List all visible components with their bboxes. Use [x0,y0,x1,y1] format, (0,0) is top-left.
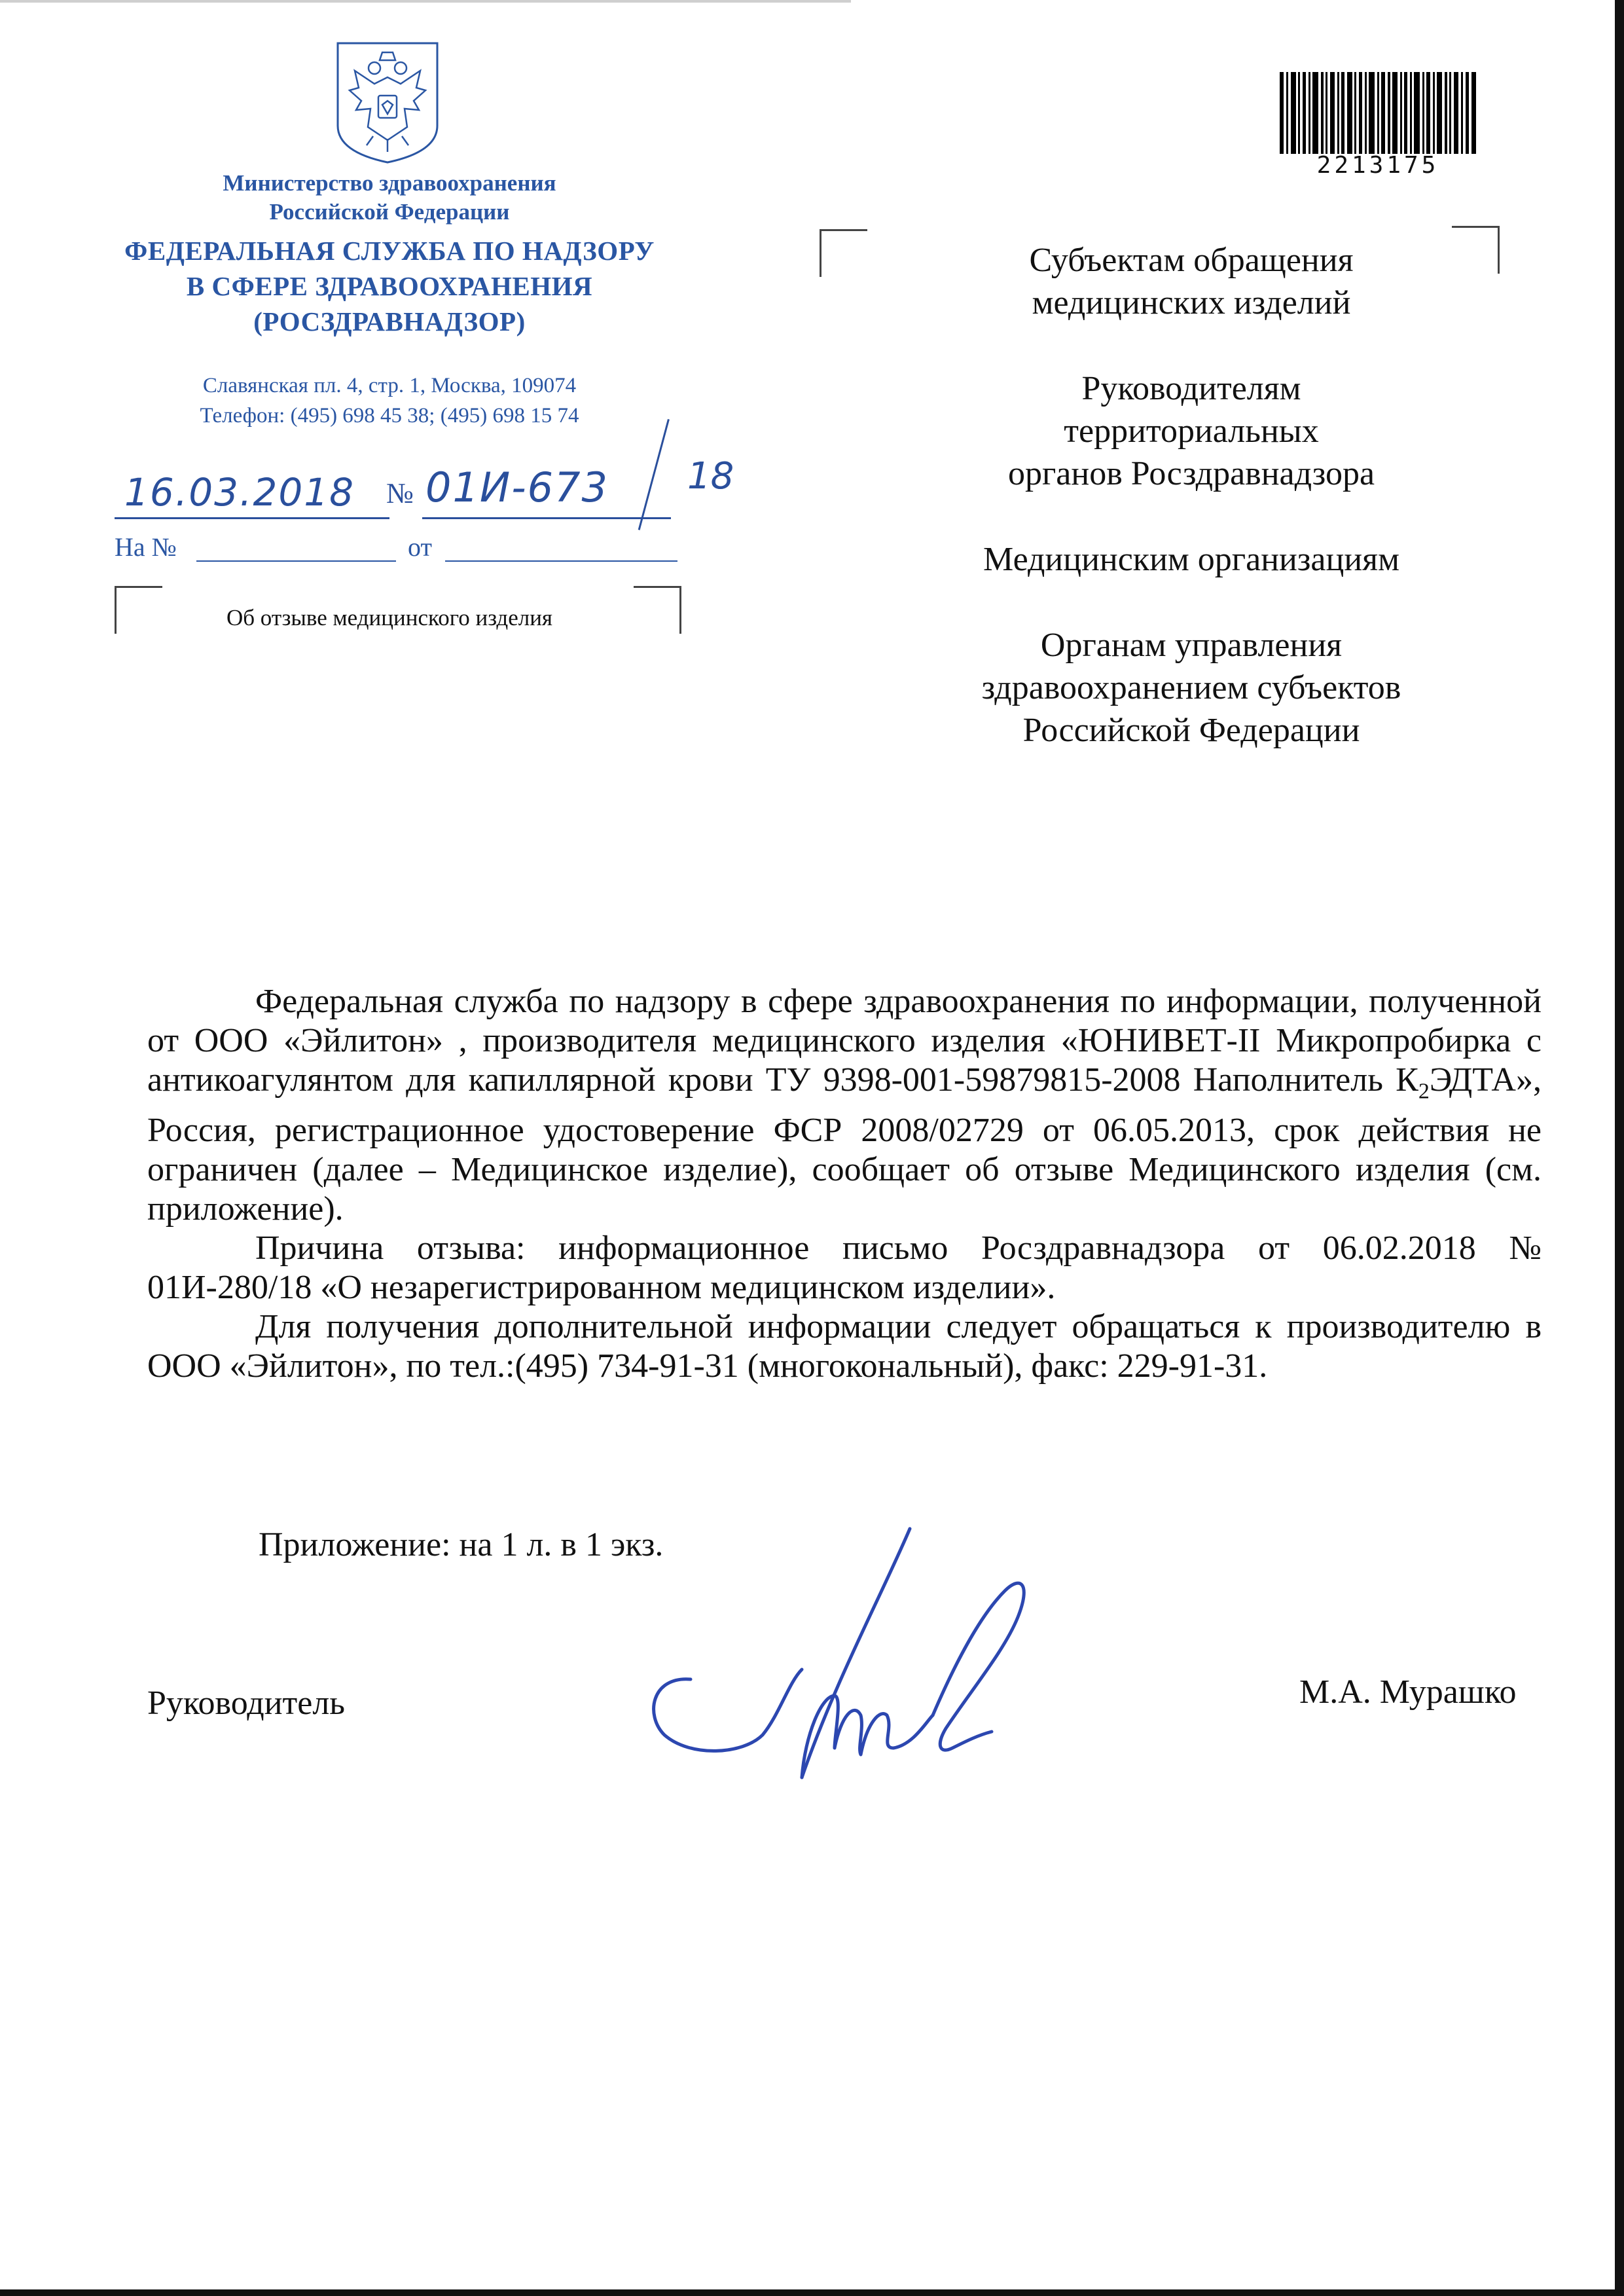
reply-from-label: от [408,532,432,562]
signer-position: Руководитель [147,1685,345,1722]
agency-contacts [105,371,674,431]
addressee-group [910,538,1473,581]
barcode [1280,72,1476,154]
attachment-note: Приложение: на 1 л. в 1 экз. [259,1526,664,1563]
date-underline [115,517,389,519]
agency-line-1: ФЕДЕРАЛЬНАЯ СЛУЖБА ПО НАДЗОРУ [124,236,655,266]
agency-phone: Телефон: (495) 698 45 38; (495) 698 15 74 [200,404,579,428]
agency-name [105,233,674,339]
addressee-corner-left [820,229,867,277]
body-paragraph-1 [147,982,1542,1229]
registration-date: 16.03.2018 [124,470,355,515]
subscript-2: 2 [1418,1079,1430,1104]
body-paragraph-1-part-a: Федеральная служба по надзору в сфере здравоохранения по информации, полученной от ООО «Эйлитон» , производителя медицинского изделия «ЮНИВЕТ-II Микропробирка с антикоагулянтом для капиллярной крови ТУ 9398-001-59879815-2008 Наполнитель К [147,983,1542,1099]
addressee-line: органов Росздравнадзора [1007,455,1375,492]
russian-coat-of-arms-icon [334,41,441,165]
agency-line-2: В СФЕРЕ ЗДРАВООХРАНЕНИЯ [186,271,593,301]
body-paragraph-2: Причина отзыва: информационное письмо Росздравнадзора от 06.02.2018 № 01И-280/18 «О незарегистрированном медицинском изделии». [147,1230,1542,1307]
addressee-group [910,367,1473,495]
addressee-group [910,239,1473,324]
addressee-line: здравоохранением субъектов [981,669,1401,706]
number-slash [638,419,670,530]
addressee-line: медицинских изделий [1032,284,1351,321]
body-paragraph-1-part-b: ЭДТА», Россия, регистрационное удостоверение ФСР 2008/02729 от 06.05.2013, срок действия не ограничен (далее – Медицинское изделие), сообщает об отзыве Медицинского изделия (см. приложение). [147,1061,1542,1228]
scan-edge-bottom [0,2289,1624,2296]
registration-year: 18 [687,455,734,498]
addressee-line: Медицинским организациям [983,541,1399,578]
registration-number-sign: № [386,477,414,509]
agency-address: Славянская пл. 4, стр. 1, Москва, 109074 [202,374,577,397]
agency-line-3: (РОСЗДРАВНАДЗОР) [253,306,526,337]
body-paragraph-3: Для получения дополнительной информации следует обращаться к производителю в ООО «Эйлитон», по тел.:(495) 734-91-31 (многокональный), факс: 229-91-31. [147,1308,1542,1385]
letter-body [147,982,1542,1386]
registration-number: 01И-673 [425,464,609,511]
reply-to-label: На № [115,532,177,562]
ministry-line-1: Министерство здравоохранения [223,170,556,196]
reply-to-line [196,560,396,562]
scan-edge-right [1615,0,1624,2296]
handwritten-signature [638,1519,1083,1794]
addressee-group [910,624,1473,752]
addressee-line: Руководителям [1081,370,1301,407]
number-underline [422,517,671,519]
barcode-number: 2213175 [1316,152,1439,179]
ministry-line-2: Российской Федерации [269,199,510,225]
ministry-name [105,169,674,227]
addressee-block [910,239,1473,795]
letter-subject: Об отзыве медицинского изделия [226,605,553,630]
scan-edge-top [0,0,851,3]
addressee-line: Субъектам обращения [1029,242,1354,279]
addressee-line: Российской Федерации [1022,712,1360,749]
reply-from-line [445,560,677,562]
addressee-line: Органам управления [1040,627,1343,664]
addressee-line: территориальных [1064,412,1319,450]
signer-name: М.А. Мурашко [1299,1673,1517,1711]
